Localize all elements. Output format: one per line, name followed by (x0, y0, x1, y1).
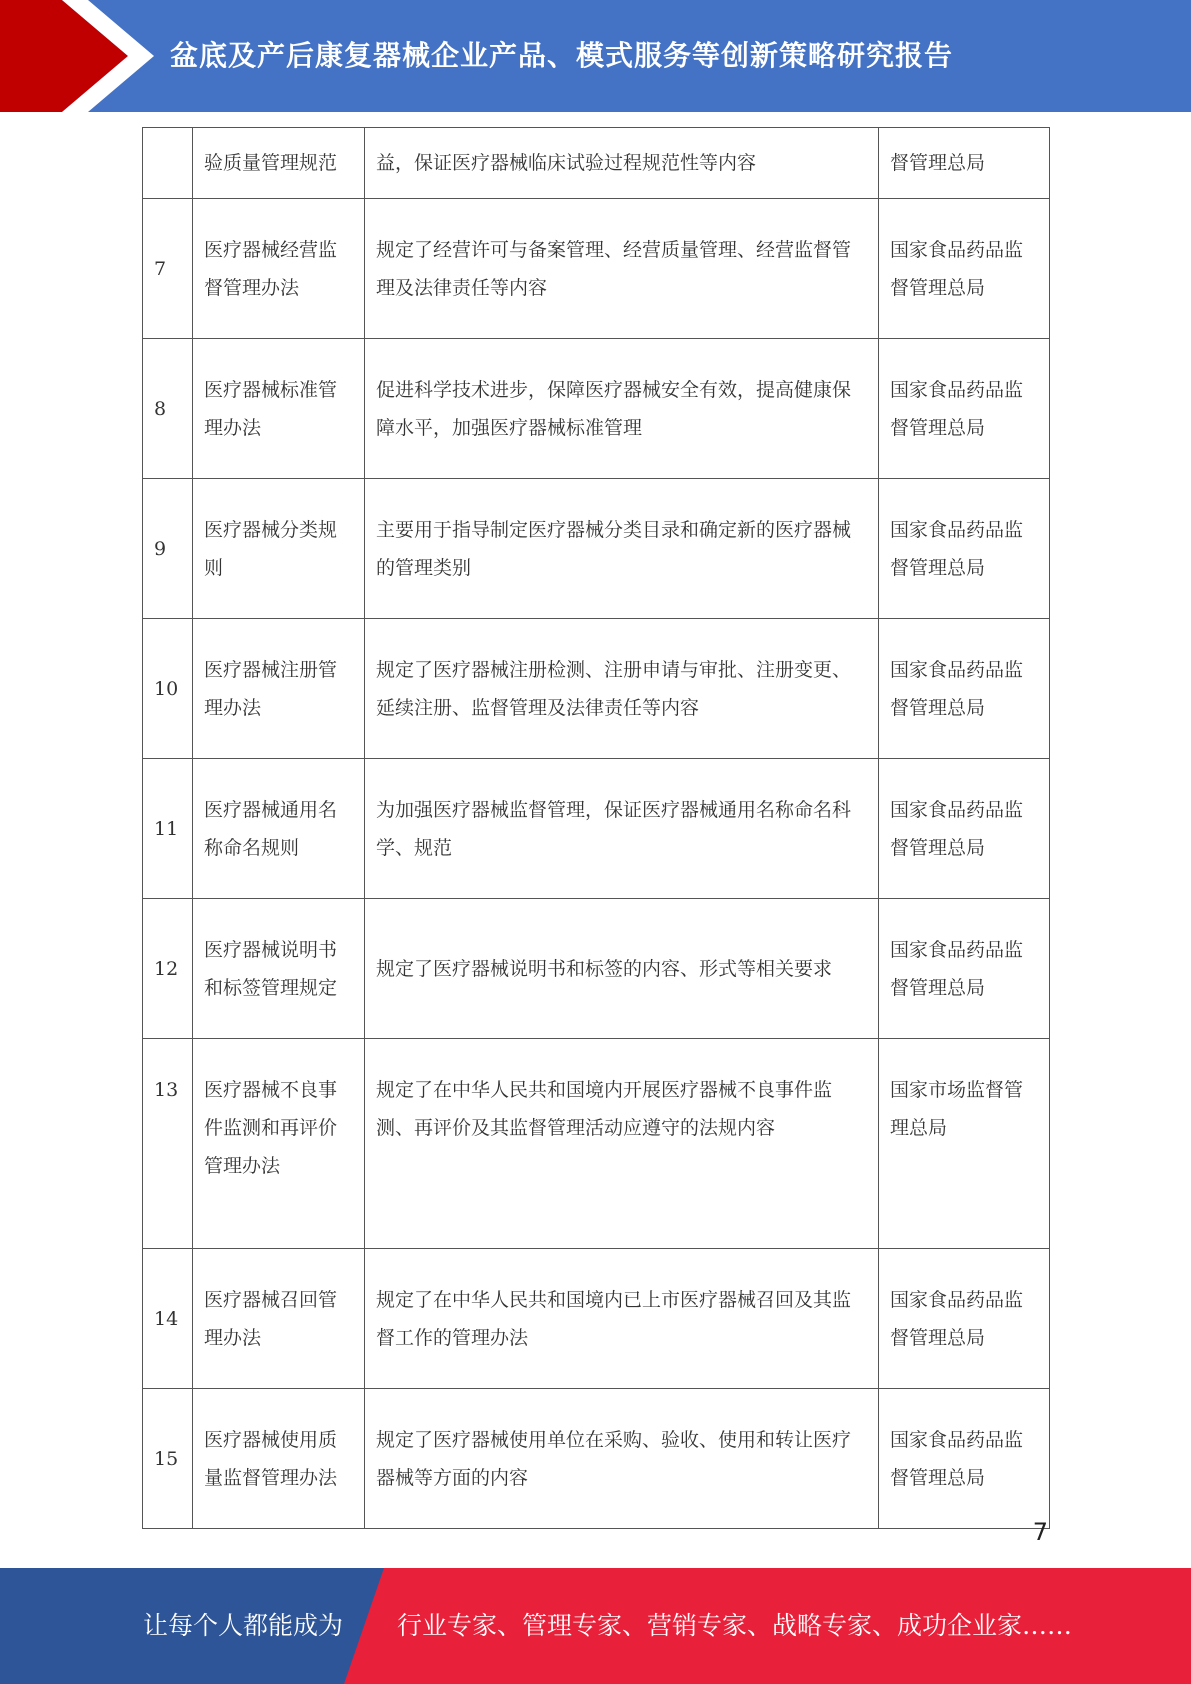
table-row (143, 199, 1050, 339)
issuing-authority: 国家食品药品监督管理总局 (879, 1389, 1050, 1529)
regulation-description: 规定了经营许可与备案管理、经营质量管理、经营监督管理及法律责任等内容 (365, 199, 879, 339)
issuing-authority: 国家食品药品监督管理总局 (879, 759, 1050, 899)
regulation-description: 规定了在中华人民共和国境内开展医疗器械不良事件监测、再评价及其监督管理活动应遵守的法规内容 (365, 1039, 879, 1249)
header-red-block (0, 0, 128, 112)
regulation-description: 益，保证医疗器械临床试验过程规范性等内容 (365, 128, 879, 199)
regulation-description: 规定了医疗器械注册检测、注册申请与审批、注册变更、延续注册、监督管理及法律责任等内容 (365, 619, 879, 759)
regulation-description: 规定了医疗器械说明书和标签的内容、形式等相关要求 (365, 899, 879, 1039)
regulation-description: 为加强医疗器械监督管理，保证医疗器械通用名称命名科学、规范 (365, 759, 879, 899)
row-number: 10 (143, 619, 193, 759)
issuing-authority: 国家食品药品监督管理总局 (879, 899, 1050, 1039)
regulation-description: 规定了在中华人民共和国境内已上市医疗器械召回及其监督工作的管理办法 (365, 1249, 879, 1389)
issuing-authority: 国家食品药品监督管理总局 (879, 199, 1050, 339)
table-row (143, 759, 1050, 899)
table-row (143, 479, 1050, 619)
table-row (143, 1249, 1050, 1389)
row-number: 12 (143, 899, 193, 1039)
table-row (143, 339, 1050, 479)
report-title: 盆底及产后康复器械企业产品、模式服务等创新策略研究报告 (170, 39, 954, 72)
issuing-authority: 督管理总局 (879, 128, 1050, 199)
table-row (143, 1039, 1050, 1249)
footer-banner (0, 1568, 1191, 1684)
issuing-authority: 国家食品药品监督管理总局 (879, 619, 1050, 759)
row-number: 14 (143, 1249, 193, 1389)
row-number: 7 (143, 199, 193, 339)
footer-slogan-left: 让每个人都能成为 (143, 1611, 344, 1640)
row-number: 15 (143, 1389, 193, 1529)
row-number: 8 (143, 339, 193, 479)
footer-slogan-right: 行业专家、管理专家、营销专家、战略专家、成功企业家…… (397, 1611, 1073, 1640)
page-number: 7 (1032, 1518, 1048, 1546)
row-number (143, 128, 193, 199)
table-row (143, 128, 1050, 199)
regulation-description: 主要用于指导制定医疗器械分类目录和确定新的医疗器械的管理类别 (365, 479, 879, 619)
row-number: 11 (143, 759, 193, 899)
regulation-name: 医疗器械说明书和标签管理规定 (193, 899, 365, 1039)
issuing-authority: 国家食品药品监督管理总局 (879, 479, 1050, 619)
table-row (143, 619, 1050, 759)
regulation-name: 医疗器械不良事件监测和再评价管理办法 (193, 1039, 365, 1249)
regulations-table (142, 127, 1050, 1529)
row-number: 9 (143, 479, 193, 619)
regulation-name: 验质量管理规范 (193, 128, 365, 199)
table-row (143, 899, 1050, 1039)
issuing-authority: 国家食品药品监督管理总局 (879, 339, 1050, 479)
issuing-authority: 国家食品药品监督管理总局 (879, 1249, 1050, 1389)
regulation-name: 医疗器械经营监督管理办法 (193, 199, 365, 339)
table-row (143, 1389, 1050, 1529)
regulation-name: 医疗器械通用名称命名规则 (193, 759, 365, 899)
regulation-name: 医疗器械注册管理办法 (193, 619, 365, 759)
regulation-name: 医疗器械标准管理办法 (193, 339, 365, 479)
header-banner (0, 0, 1191, 112)
regulation-description: 规定了医疗器械使用单位在采购、验收、使用和转让医疗器械等方面的内容 (365, 1389, 879, 1529)
regulation-description: 促进科学技术进步，保障医疗器械安全有效，提高健康保障水平，加强医疗器械标准管理 (365, 339, 879, 479)
regulation-name: 医疗器械分类规则 (193, 479, 365, 619)
regulation-name: 医疗器械使用质量监督管理办法 (193, 1389, 365, 1529)
row-number: 13 (143, 1039, 193, 1249)
regulation-name: 医疗器械召回管理办法 (193, 1249, 365, 1389)
issuing-authority: 国家市场监督管理总局 (879, 1039, 1050, 1249)
